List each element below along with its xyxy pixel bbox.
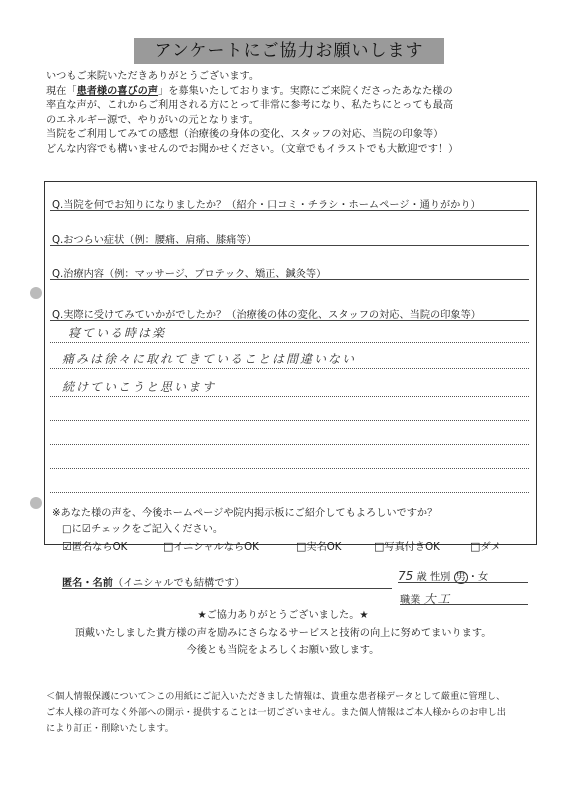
intro-line: 当院をご利用してみての感想（治療後の身体の変化、スタッフの対応、当院の印象等） <box>46 129 444 141</box>
option-label: イニシャルならOK <box>173 542 259 553</box>
question-impression: Q.実際に受けてみていかがでしたか？（治療後の体の変化、スタッフの対応、当院の印象等） <box>52 310 481 321</box>
job-line <box>400 604 528 605</box>
dotted-line <box>50 444 529 445</box>
name-field <box>62 574 245 589</box>
answer-line <box>50 279 529 280</box>
name-label: 匿名・名前 <box>62 578 113 589</box>
dotted-line <box>50 342 529 343</box>
checkbox[interactable]: □ <box>374 540 385 553</box>
page-title: アンケートにご協力お願いします <box>134 38 444 64</box>
privacy-notice: により訂正・削除いたします。 <box>46 723 174 734</box>
question-treatment: Q.治療内容（例：マッサージ、ブロテック、矯正、鍼灸等） <box>52 269 327 280</box>
option-initials[interactable] <box>163 538 259 553</box>
sex-label: 性別 <box>429 572 451 583</box>
age-value: 75 <box>398 569 414 583</box>
name-note: （イニシャルでも結構です） <box>112 578 245 589</box>
intro-line: いつもご来院いただきありがとうございます。 <box>46 71 260 82</box>
age-sex-line <box>398 582 528 583</box>
punch-hole <box>30 287 42 299</box>
thanks-heading: ★ご協力ありがとうございました。★ <box>197 610 369 621</box>
dotted-line <box>50 468 529 469</box>
dotted-line <box>50 396 529 397</box>
handwritten-answer: 続けていこうと思います <box>62 380 217 394</box>
dotted-line <box>50 492 529 493</box>
job-label: 職業 <box>400 595 421 606</box>
intro-text <box>46 70 546 158</box>
checkbox[interactable]: □ <box>163 540 174 553</box>
intro-line: 率直な声が、これからご利用される方にとって非常に参考になり、私たちにとっても最高 <box>46 100 454 112</box>
consent-question: ※あなた様の声を、今後ホームページや院内掲示板にご紹介してもよろしいですか？ <box>52 508 438 519</box>
dotted-line <box>50 420 529 421</box>
punch-hole <box>30 497 42 509</box>
option-label: 実名OK <box>306 542 342 553</box>
intro-text-fragment: 」を募集いたしております。実際にご来院くださったあなた様の <box>158 85 453 97</box>
intro-text-fragment: 現在「 <box>46 85 77 97</box>
age-label: 歳 <box>416 572 427 583</box>
handwritten-answer: 寝ている時は楽 <box>68 326 167 340</box>
thanks-closing: 今後とも当院をよろしくお願い致します。 <box>186 645 380 656</box>
option-no[interactable] <box>470 538 501 553</box>
dotted-line <box>50 368 529 369</box>
option-anonymous[interactable] <box>62 538 127 553</box>
sex-female: 女 <box>477 572 489 583</box>
option-label: 写真付きOK <box>384 542 440 553</box>
checkbox-checked[interactable]: ☑ <box>62 540 72 553</box>
question-how-found: Q.当院を何でお知りになりましたか？（紹介・口コミ・チラシ・ホームページ・通りがかり） <box>52 200 481 211</box>
privacy-notice: ご本人様の許可なく外部への開示・提供することは一切ございません。また個人情報はご本人様からのお申し出 <box>46 707 506 718</box>
option-real-name[interactable] <box>296 538 341 553</box>
intro-line: のエネルギー源で、やりがいの元となります。 <box>46 114 259 126</box>
question-symptoms: Q.おつらい症状（例：腰痛、肩痛、膝痛等） <box>52 235 257 246</box>
thanks-message: 頂戴いたしました貴方様の声を励みにさらなるサービスと技術の向上に努めてまいります。 <box>74 628 492 639</box>
age-sex-field: 75 歳 性別 男 ・女 <box>398 569 489 583</box>
option-with-photo[interactable] <box>374 538 440 553</box>
option-label: ダメ <box>480 542 501 553</box>
answer-line <box>50 210 529 211</box>
sex-male-circled: 男 <box>455 572 466 583</box>
job-value: 大工 <box>423 592 452 606</box>
consent-instruction: □に☑チェックをご記入ください。 <box>62 524 224 535</box>
handwritten-answer: 痛みは徐々に取れてきていることは間違いない <box>62 352 357 366</box>
option-label: 匿名ならOK <box>71 542 128 553</box>
checkbox[interactable]: □ <box>470 540 481 553</box>
privacy-notice: ＜個人情報保護について＞この用紙にご記入いただきました情報は、貴重な患者様データとして厳重に管理し、 <box>46 691 506 702</box>
answer-line <box>50 245 529 246</box>
checkbox[interactable]: □ <box>296 540 307 553</box>
intro-line <box>46 85 546 100</box>
intro-line: どんな内容でも構いませんのでお聞かせください。（文章でもイラストでも大歓迎です！） <box>46 143 459 155</box>
name-line <box>62 588 392 589</box>
answer-line <box>50 320 529 321</box>
intro-highlight: 患者様の喜びの声 <box>76 85 159 97</box>
